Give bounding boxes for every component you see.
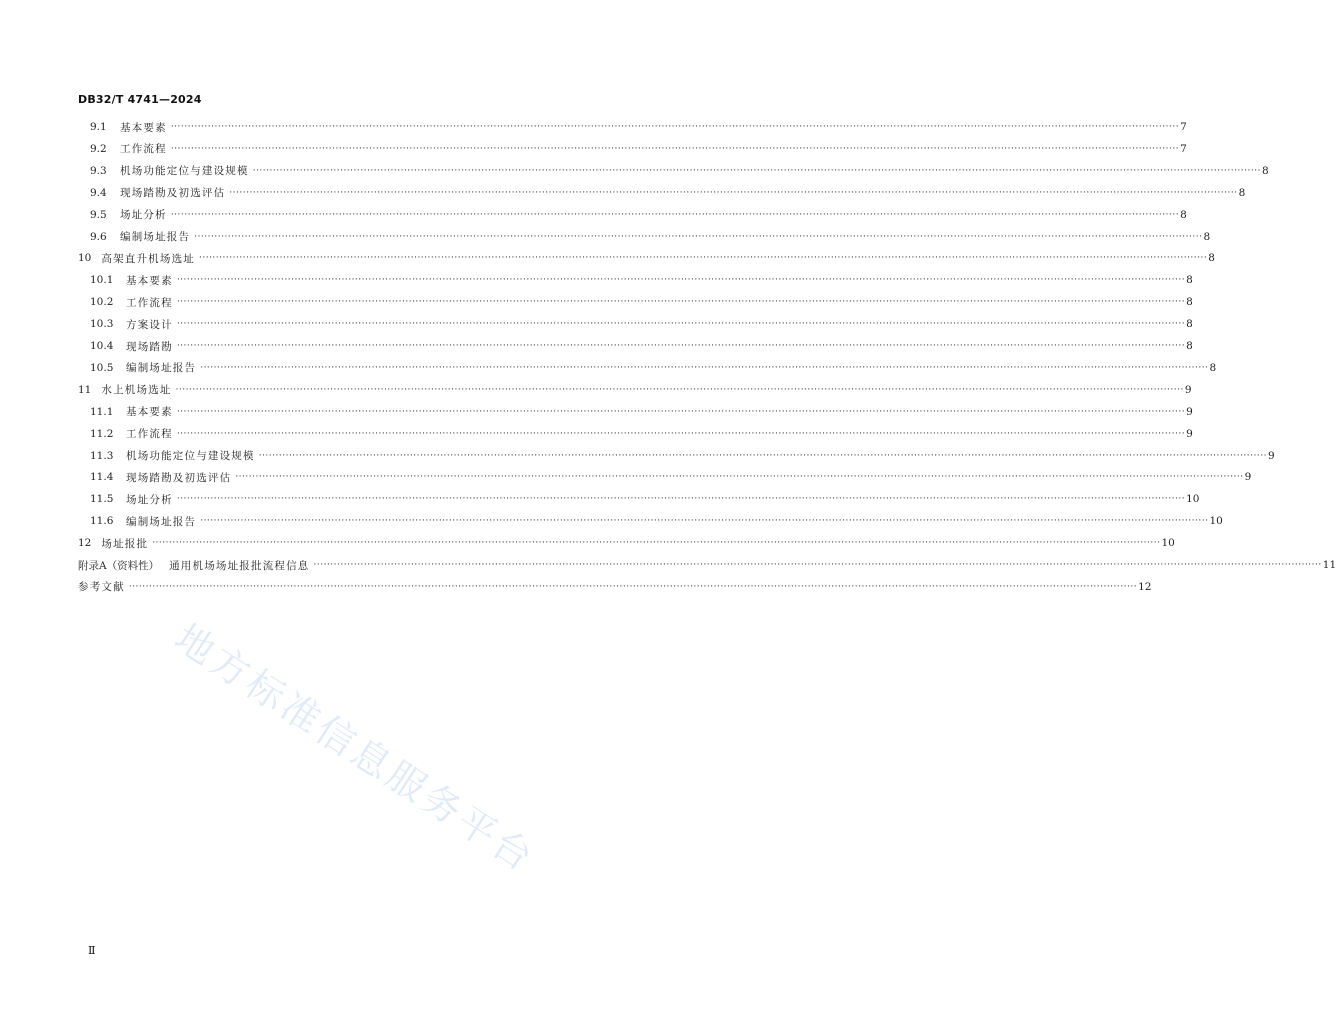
toc-entry-title: 现场踏勘 xyxy=(126,340,173,353)
toc-entry-page: 7 xyxy=(1180,142,1187,155)
toc-entry-page: 7 xyxy=(1180,121,1187,133)
toc-entry-page: 8 xyxy=(1209,361,1217,374)
toc-entry[interactable] xyxy=(90,513,1223,529)
toc-leader-dots: ············································································································································································································································································································ xyxy=(170,209,1180,220)
toc-entry-number: 10.3 xyxy=(90,318,114,331)
toc-entry[interactable] xyxy=(90,338,1193,354)
page-number-footer: Ⅱ xyxy=(88,944,96,957)
toc-entry-title: 现场踏勘及初选评估 xyxy=(126,471,232,484)
toc-leader-dots: ············································································································································································································································································································ xyxy=(200,362,1209,373)
toc-leader-dots: ············································································································································································································································································································ xyxy=(194,231,1203,242)
toc-leader-dots: ············································································································································································································································································································ xyxy=(252,165,1261,176)
toc-entry[interactable] xyxy=(90,426,1193,442)
toc-entry-title: 编制场址报告 xyxy=(126,515,197,528)
toc-entry-page: 9 xyxy=(1186,405,1193,418)
toc-entry-number: 11.3 xyxy=(90,449,114,462)
toc-entry-number: 11.2 xyxy=(90,427,114,440)
toc-entry-title: 场址分析 xyxy=(120,209,167,222)
toc-entry-number: 11.4 xyxy=(90,471,114,484)
toc-entry-title: 现场踏勘及初选评估 xyxy=(120,187,226,200)
toc-entry[interactable] xyxy=(90,360,1217,376)
toc-leader-dots: ············································································································································································································································································································ xyxy=(235,472,1244,483)
toc-entry-title: 场址分析 xyxy=(126,493,173,506)
toc-leader-dots: ············································································································································································································································································································ xyxy=(313,560,1322,570)
toc-entry-page: 10 xyxy=(1186,493,1200,506)
toc-entry-number: 9.4 xyxy=(90,186,107,199)
toc-entry-title: 基本要素 xyxy=(126,274,173,287)
toc-entry[interactable] xyxy=(90,316,1193,332)
toc-entry-title: 场址报批 xyxy=(101,537,149,550)
toc-entry-page: 8 xyxy=(1186,318,1193,331)
toc-leader-dots: ············································································································································································································································································································ xyxy=(176,275,1186,286)
toc-entry-number: 9.1 xyxy=(90,121,107,133)
toc-entry-number: 11 xyxy=(78,383,92,396)
toc-entry-page: 8 xyxy=(1238,186,1246,199)
toc-leader-dots: ············································································································································································································································································································ xyxy=(176,319,1186,330)
toc-entry-page: 8 xyxy=(1261,164,1269,177)
toc-leader-dots: ············································································································································································································································································································ xyxy=(176,428,1186,439)
toc-entry-page: 8 xyxy=(1186,274,1193,287)
toc-entry-title: 工作流程 xyxy=(120,143,167,156)
toc-entry[interactable] xyxy=(90,207,1187,223)
toc-entry-page: 8 xyxy=(1203,230,1211,243)
toc-entry[interactable] xyxy=(78,535,1175,551)
toc-entry-page: 10 xyxy=(1161,537,1175,550)
toc-leader-dots: ············································································································································································································································································································ xyxy=(176,494,1186,505)
toc-entry-title: 通用机场场址报批流程信息 xyxy=(169,559,310,572)
toc-entry-number: 12 xyxy=(78,537,92,550)
toc-entry-page: 12 xyxy=(1138,580,1152,593)
watermark-text: 地方标准信息服务平台 xyxy=(167,615,544,882)
toc-entry-number: 9.6 xyxy=(90,230,107,243)
toc-entry-title: 高架直升机场选址 xyxy=(101,252,195,265)
toc-entry-title: 水上机场选址 xyxy=(101,384,172,397)
toc-entry-title: 参考文献 xyxy=(78,581,125,594)
toc-entry[interactable] xyxy=(90,229,1211,245)
toc-entry-page: 8 xyxy=(1186,340,1193,352)
toc-entry-page: 9 xyxy=(1267,449,1275,462)
toc-leader-dots: ············································································································································································································································································································ xyxy=(152,538,1161,549)
toc-leader-dots: ············································································································································································································································································································ xyxy=(200,516,1209,527)
toc-entry-title: 基本要素 xyxy=(126,406,173,419)
standard-number-header: DB32/T 4741—2024 xyxy=(78,93,202,106)
toc-entry-title: 机场功能定位与建设规模 xyxy=(126,450,255,462)
toc-leader-dots: ············································································································································································································································································································ xyxy=(176,341,1186,351)
toc-entry[interactable] xyxy=(90,294,1193,310)
toc-entry-number: 10 xyxy=(78,252,92,265)
toc-leader-dots: ············································································································································································································································································································ xyxy=(170,143,1180,154)
toc-entry[interactable] xyxy=(90,119,1187,135)
toc-entry-title: 编制场址报告 xyxy=(126,362,197,375)
toc-entry-number: 9.5 xyxy=(90,208,107,221)
toc-entry-number: 9.3 xyxy=(90,164,107,177)
toc-leader-dots: ············································································································································································································································································································ xyxy=(198,253,1208,264)
toc-entry-title: 方案设计 xyxy=(126,318,173,331)
toc-entry-number: 10.5 xyxy=(90,361,114,374)
toc-entry[interactable] xyxy=(78,250,1215,266)
toc-entry-number: 9.2 xyxy=(90,142,107,155)
toc-leader-dots: ············································································································································································································································································································ xyxy=(176,406,1186,417)
toc-entry[interactable] xyxy=(78,382,1192,398)
toc-entry-page: 9 xyxy=(1186,427,1193,440)
toc-entry[interactable] xyxy=(90,163,1269,179)
toc-leader-dots: ············································································································································································································································································································ xyxy=(176,297,1186,308)
toc-leader-dots: ············································································································································································································································································································ xyxy=(128,581,1138,592)
toc-entry-number: 10.4 xyxy=(90,340,114,352)
toc-entry-page: 11 xyxy=(1322,559,1336,571)
toc-leader-dots: ············································································································································································································································································································ xyxy=(229,187,1238,198)
toc-entry-title: 工作流程 xyxy=(126,428,173,441)
toc-entry-page: 8 xyxy=(1208,252,1215,265)
toc-entry[interactable] xyxy=(78,579,1152,595)
toc-leader-dots: ············································································································································································································································································································ xyxy=(258,450,1267,461)
toc-entry-title: 编制场址报告 xyxy=(120,231,191,243)
toc-leader-dots: ············································································································································································································································································································ xyxy=(170,122,1180,132)
toc-entry[interactable] xyxy=(90,185,1246,201)
toc-entry-title: 基本要素 xyxy=(120,121,167,134)
toc-entry-page: 10 xyxy=(1209,515,1223,528)
toc-entry-number: 10.2 xyxy=(90,296,114,309)
toc-entry[interactable] xyxy=(78,557,1336,573)
toc-entry-page: 9 xyxy=(1244,471,1252,484)
toc-entry-page: 9 xyxy=(1184,383,1192,396)
toc-entry-number: 10.1 xyxy=(90,274,114,287)
toc-entry-number: 11.6 xyxy=(90,515,114,528)
toc-leader-dots: ············································································································································································································································································································ xyxy=(175,384,1184,395)
toc-entry[interactable] xyxy=(90,404,1193,420)
toc-entry[interactable] xyxy=(90,491,1200,507)
toc-entry-title: 工作流程 xyxy=(126,296,173,309)
toc-entry-number: 附录A（资料性） xyxy=(78,559,160,572)
toc-entry-number: 11.1 xyxy=(90,405,114,418)
toc-entry[interactable] xyxy=(90,469,1252,485)
toc-entry[interactable] xyxy=(90,272,1193,288)
toc-entry-page: 8 xyxy=(1180,208,1187,221)
toc-entry-title: 机场功能定位与建设规模 xyxy=(120,165,249,178)
toc-entry-page: 8 xyxy=(1186,296,1193,309)
toc-entry[interactable] xyxy=(90,141,1187,157)
toc-entry[interactable] xyxy=(90,448,1275,464)
toc-entry-number: 11.5 xyxy=(90,493,114,506)
